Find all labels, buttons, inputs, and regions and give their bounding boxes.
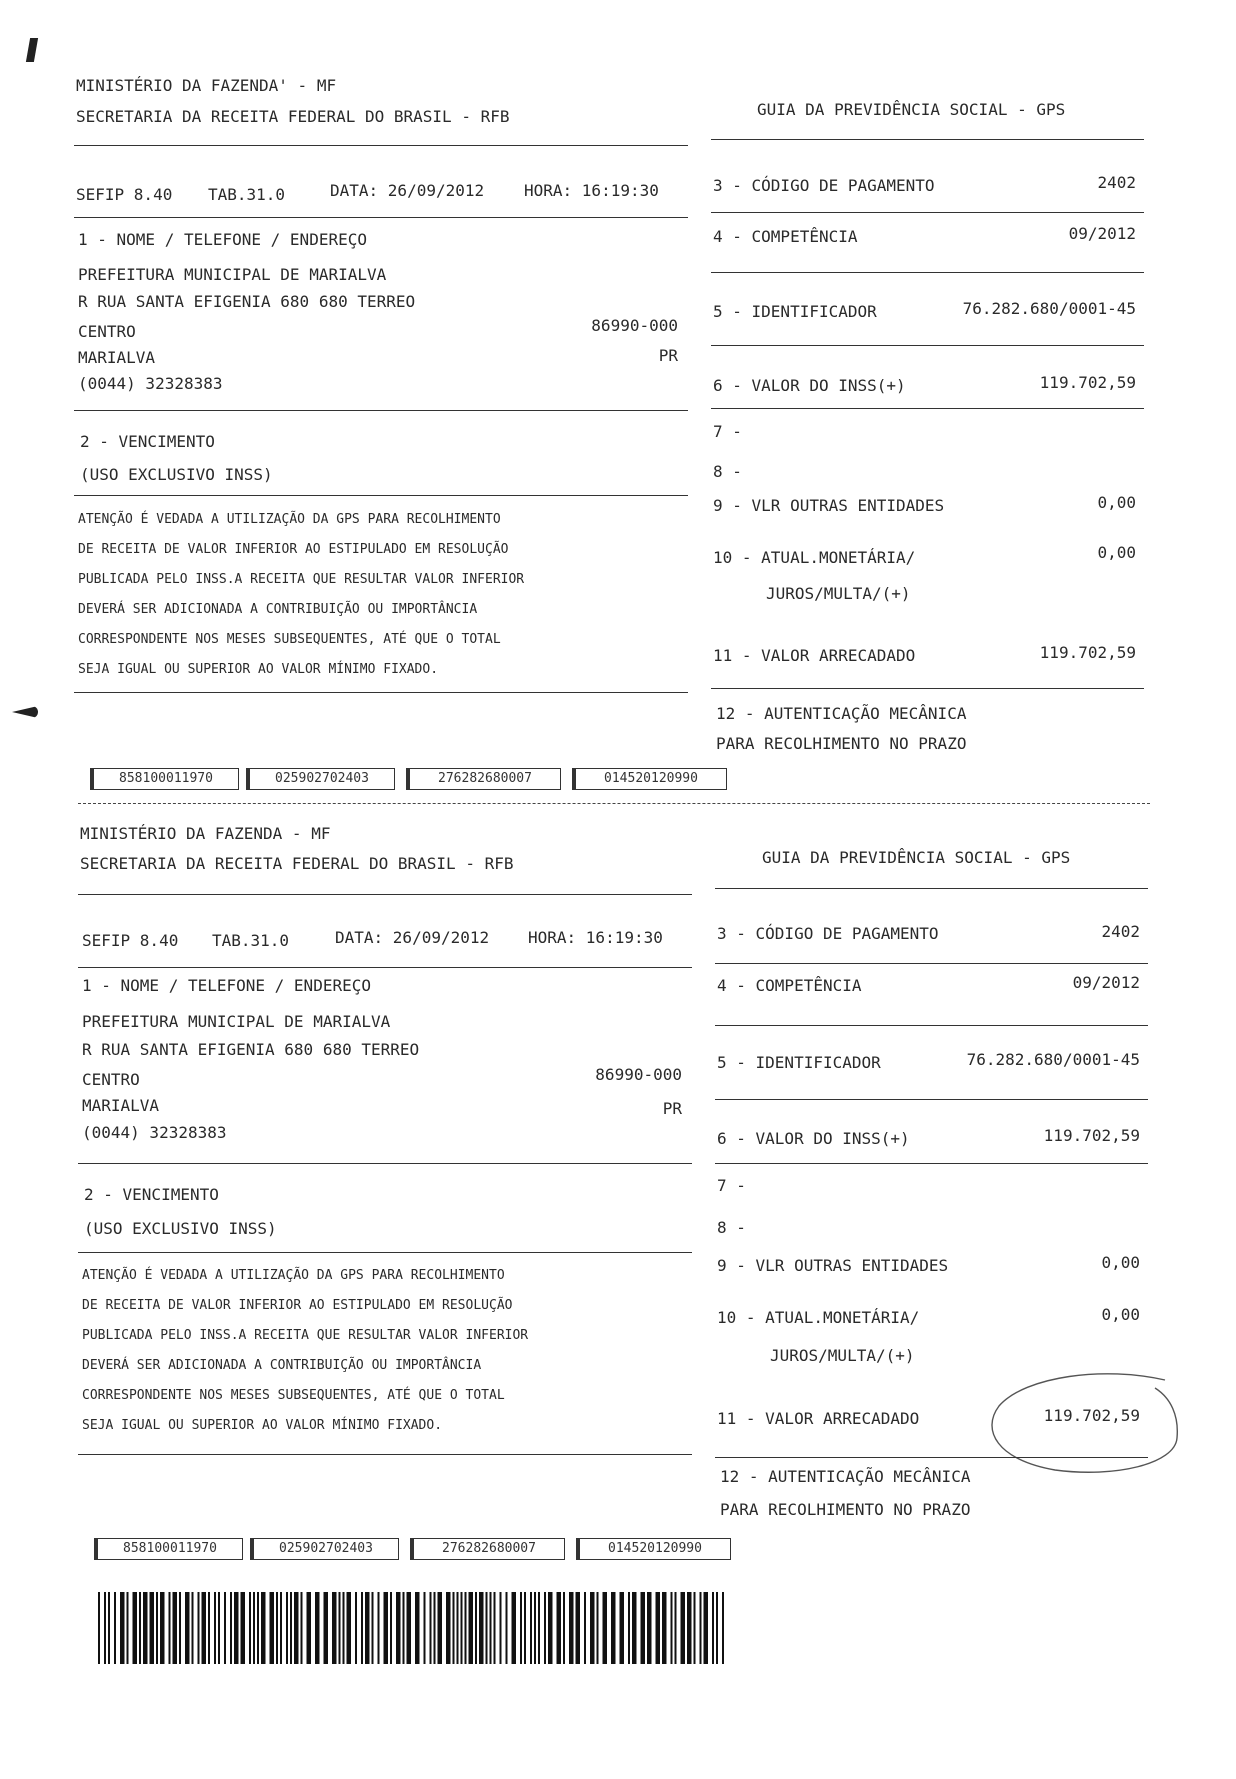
taxpayer-field-label: 1 - NOME / TELEFONE / ENDEREÇO [78, 230, 367, 249]
sefip-version: SEFIP 8.40 [82, 931, 179, 950]
competence-value: 09/2012 [1072, 973, 1140, 992]
taxpayer-state: PR [662, 1099, 682, 1118]
collected-value: 119.702,59 [1039, 643, 1136, 662]
field-8-label: 8 - [717, 1218, 746, 1237]
taxpayer-zip: 86990-000 [591, 316, 678, 335]
competence-label: 4 - COMPETÊNCIA [717, 976, 862, 995]
taxpayer-name: PREFEITURA MUNICIPAL DE MARIALVA [82, 1012, 391, 1031]
taxpayer-phone: (0044) 32328383 [82, 1123, 227, 1142]
barcode [98, 1592, 728, 1664]
authentication-label-2: PARA RECOLHIMENTO NO PRAZO [720, 1500, 971, 1519]
other-entities-label: 9 - VLR OUTRAS ENTIDADES [713, 496, 945, 515]
taxpayer-district: CENTRO [82, 1070, 140, 1089]
barcode-number: 276282680007 [410, 1538, 565, 1560]
cut-line [78, 803, 1150, 804]
secretariat-title: SECRETARIA DA RECEITA FEDERAL DO BRASIL - RFB [76, 107, 510, 126]
identifier-value: 76.282.680/0001-45 [962, 299, 1136, 318]
competence-label: 4 - COMPETÊNCIA [713, 227, 858, 246]
monetary-update-label-2: JUROS/MULTA/(+) [770, 1346, 915, 1365]
sefip-time: HORA: 16:19:30 [524, 181, 659, 200]
secretariat-title: SECRETARIA DA RECEITA FEDERAL DO BRASIL - RFB [80, 854, 514, 873]
collected-value-label: 11 - VALOR ARRECADADO [717, 1409, 920, 1428]
sefip-time: HORA: 16:19:30 [528, 928, 663, 947]
due-note: (USO EXCLUSIVO INSS) [80, 465, 273, 484]
ministry-title: MINISTÉRIO DA FAZENDA' - MF [76, 76, 337, 95]
identifier-label: 5 - IDENTIFICADOR [717, 1053, 881, 1072]
barcode-number: 014520120990 [576, 1538, 731, 1560]
barcode-number: 025902702403 [250, 1538, 399, 1560]
other-entities-label: 9 - VLR OUTRAS ENTIDADES [717, 1256, 949, 1275]
other-entities-value: 0,00 [1101, 1253, 1140, 1272]
authentication-label: 12 - AUTENTICAÇÃO MECÂNICA [720, 1467, 971, 1486]
monetary-update-value: 0,00 [1097, 543, 1136, 562]
taxpayer-district: CENTRO [78, 322, 136, 341]
taxpayer-address: R RUA SANTA EFIGENIA 680 680 TERREO [82, 1040, 420, 1059]
other-entities-value: 0,00 [1097, 493, 1136, 512]
barcode-number: 276282680007 [406, 768, 561, 790]
payment-code-label: 3 - CÓDIGO DE PAGAMENTO [713, 176, 935, 195]
sefip-date: DATA: 26/09/2012 [335, 928, 490, 947]
scan-mark-arrow [12, 706, 38, 718]
taxpayer-state: PR [658, 346, 678, 365]
barcode-number: 025902702403 [246, 768, 395, 790]
barcode-number: 858100011970 [94, 1538, 243, 1560]
due-note: (USO EXCLUSIVO INSS) [84, 1219, 277, 1238]
authentication-label: 12 - AUTENTICAÇÃO MECÂNICA [716, 704, 967, 723]
due-field-label: 2 - VENCIMENTO [80, 432, 215, 451]
inss-value: 119.702,59 [1039, 373, 1136, 392]
inss-value: 119.702,59 [1043, 1126, 1140, 1145]
sefip-tab: TAB.31.0 [208, 185, 286, 204]
monetary-update-label: 10 - ATUAL.MONETÁRIA/ [717, 1308, 920, 1327]
payment-code-label: 3 - CÓDIGO DE PAGAMENTO [717, 924, 939, 943]
sefip-date: DATA: 26/09/2012 [330, 181, 485, 200]
identifier-value: 76.282.680/0001-45 [966, 1050, 1140, 1069]
monetary-update-value: 0,00 [1101, 1305, 1140, 1324]
form-title: GUIA DA PREVIDÊNCIA SOCIAL - GPS [762, 848, 1071, 867]
sefip-tab: TAB.31.0 [212, 931, 290, 950]
taxpayer-city: MARIALVA [82, 1096, 160, 1115]
inss-value-label: 6 - VALOR DO INSS(+) [713, 376, 906, 395]
inss-value-label: 6 - VALOR DO INSS(+) [717, 1129, 910, 1148]
payment-code-value: 2402 [1101, 922, 1140, 941]
barcode-number: 014520120990 [572, 768, 727, 790]
taxpayer-phone: (0044) 32328383 [78, 374, 223, 393]
ministry-title: MINISTÉRIO DA FAZENDA - MF [80, 824, 331, 843]
taxpayer-zip: 86990-000 [595, 1065, 682, 1084]
field-7-label: 7 - [717, 1176, 746, 1195]
barcode-number: 858100011970 [90, 768, 239, 790]
sefip-version: SEFIP 8.40 [76, 185, 173, 204]
monetary-update-label: 10 - ATUAL.MONETÁRIA/ [713, 548, 916, 567]
taxpayer-address: R RUA SANTA EFIGENIA 680 680 TERREO [78, 292, 416, 311]
collected-value-label: 11 - VALOR ARRECADADO [713, 646, 916, 665]
field-7-label: 7 - [713, 422, 742, 441]
monetary-update-label-2: JUROS/MULTA/(+) [766, 584, 911, 603]
collected-value: 119.702,59 [1043, 1406, 1140, 1425]
due-field-label: 2 - VENCIMENTO [84, 1185, 219, 1204]
taxpayer-city: MARIALVA [78, 348, 156, 367]
hand-drawn-circle [985, 1368, 1185, 1478]
competence-value: 09/2012 [1068, 224, 1136, 243]
field-8-label: 8 - [713, 462, 742, 481]
identifier-label: 5 - IDENTIFICADOR [713, 302, 877, 321]
payment-code-value: 2402 [1097, 173, 1136, 192]
authentication-label-2: PARA RECOLHIMENTO NO PRAZO [716, 734, 967, 753]
taxpayer-field-label: 1 - NOME / TELEFONE / ENDEREÇO [82, 976, 371, 995]
form-title: GUIA DA PREVIDÊNCIA SOCIAL - GPS [757, 100, 1066, 119]
taxpayer-name: PREFEITURA MUNICIPAL DE MARIALVA [78, 265, 387, 284]
scan-mark-top-left [26, 38, 38, 62]
